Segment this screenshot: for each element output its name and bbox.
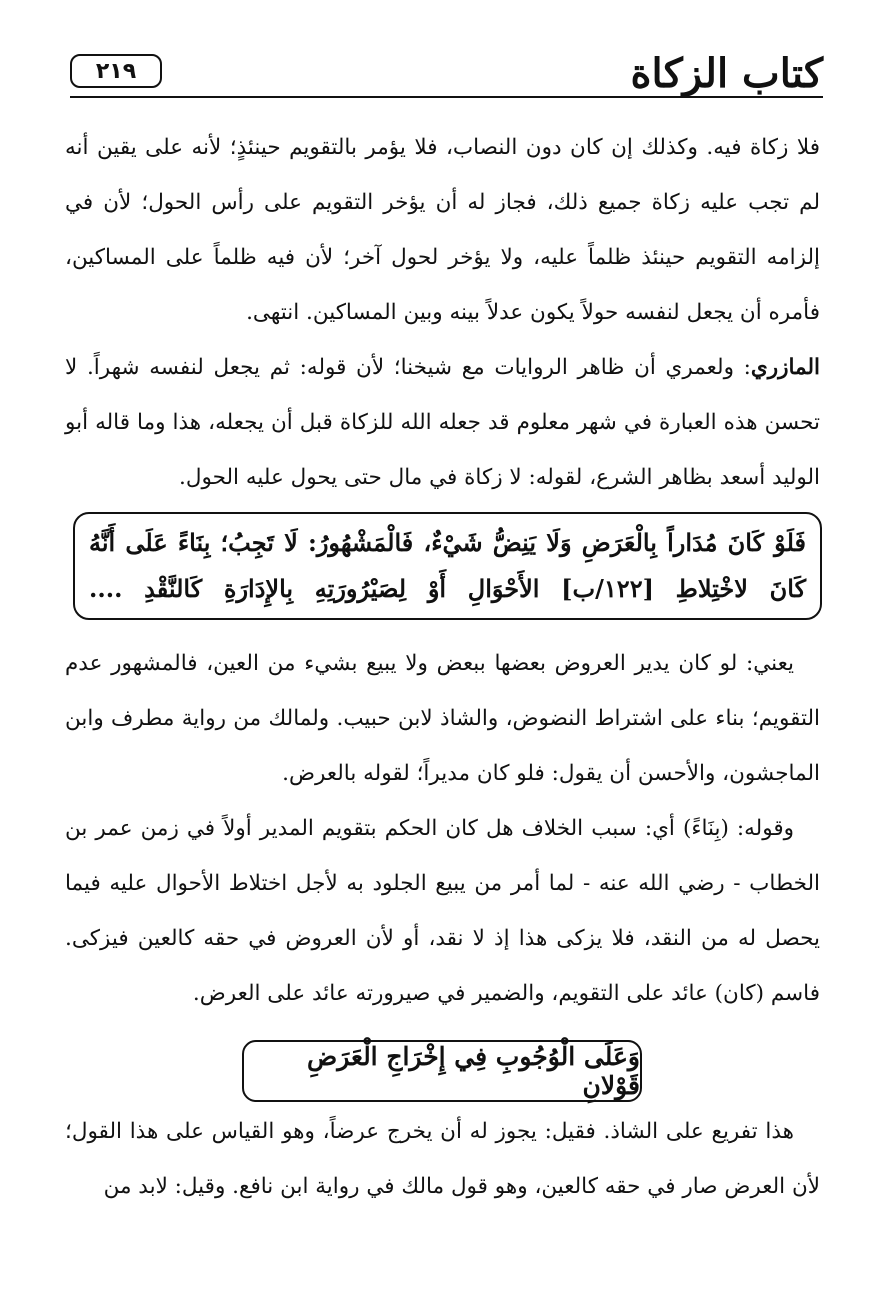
header-rule bbox=[70, 96, 823, 98]
paragraph: يعني: لو كان يدير العروض بعضها ببعض ولا يبيع بشيء من العين، فالمشهور عدم التقويم؛ بناء على اشتراط النضوض، والشاذ لابن حبيب. ولمالك من رواية مطرف وابن الماجشون، والأحسن أن يقول: فلو كان مديراً؛ لقوله بالعرض. bbox=[65, 651, 820, 786]
page-header bbox=[70, 42, 823, 112]
paragraph: وقوله: (بِنَاءً) أي: سبب الخلاف هل كان الحكم بتقويم المدير أولاً في زمن عمر بن الخطاب - رضي الله عنه - لما أمر من يبيع الجلود به لأجل اختلاط الأحوال عليه فيما يحصل له من النقد، فلا يزكى هذا إذ لا نقد، أو لأن العروض في حقه كالعين فيزكى. فاسم (كان) عائد على التقويم، والضمير في صيرورته عائد على العرض. bbox=[65, 816, 820, 1006]
page-number: ٢١٩ bbox=[70, 54, 162, 88]
scholar-name: المازري bbox=[750, 355, 820, 380]
paragraph: هذا تفريع على الشاذ. فقيل: يجوز له أن يخرج عرضاً، وهو القياس على هذا القول؛ لأن العرض صار في حقه كالعين، وهو قول مالك في رواية ابن نافع. وقيل: لابد من bbox=[65, 1119, 820, 1199]
book-title: كتاب الزكاة bbox=[630, 50, 823, 97]
paragraph: فلا زكاة فيه. وكذلك إن كان دون النصاب، فلا يؤمر بالتقويم حينئذٍ؛ لأنه على يقين أنه لم تجب عليه زكاة جميع ذلك، فجاز له أن يؤخر التقويم على رأس الحول؛ لأن في إلزامه التقويم حينئذ ظلماً عليه، ولا يؤخر لحول آخر؛ لأن فيه ظلماً على المساكين، فأمره أن يجعل لنفسه حولاً يكون عدلاً بينه وبين المساكين. انتهى. bbox=[65, 135, 820, 325]
matn-box: فَلَوْ كَانَ مُدَاراً بِالْعَرَضِ وَلَا يَنِضُّ شَيْءٌ، فَالْمَشْهُورُ: لَا تَجِبُ؛ بِنَاءً عَلَى أَنَّهُ كَانَ لاخْتِلاطِ [١٢٢/ب] الأَحْوَالِ أَوْ لِصَيْرُورَتِهِ بِالإِدَارَةِ كَالنَّقْدِ .... bbox=[73, 512, 822, 620]
commentary-block-1 bbox=[65, 120, 820, 505]
commentary-block-3 bbox=[65, 1104, 820, 1214]
paragraph-mazari bbox=[65, 340, 820, 505]
matn-heading-box: وَعَلَى الْوُجُوبِ فِي إِخْرَاجِ الْعَرَضِ قَوْلانِ bbox=[242, 1040, 642, 1102]
commentary-block-2 bbox=[65, 636, 820, 1021]
paragraph-text: : ولعمري أن ظاهر الروايات مع شيخنا؛ لأن قوله: ثم يجعل لنفسه شهراً. لا تحسن هذه العبارة في شهر معلوم قد جعله الله للزكاة قبل أن يجعله، هذا وما قاله أبو الوليد أسعد بظاهر الشرع، لقوله: لا زكاة في مال حتى يحول عليه الحول. bbox=[65, 355, 820, 490]
